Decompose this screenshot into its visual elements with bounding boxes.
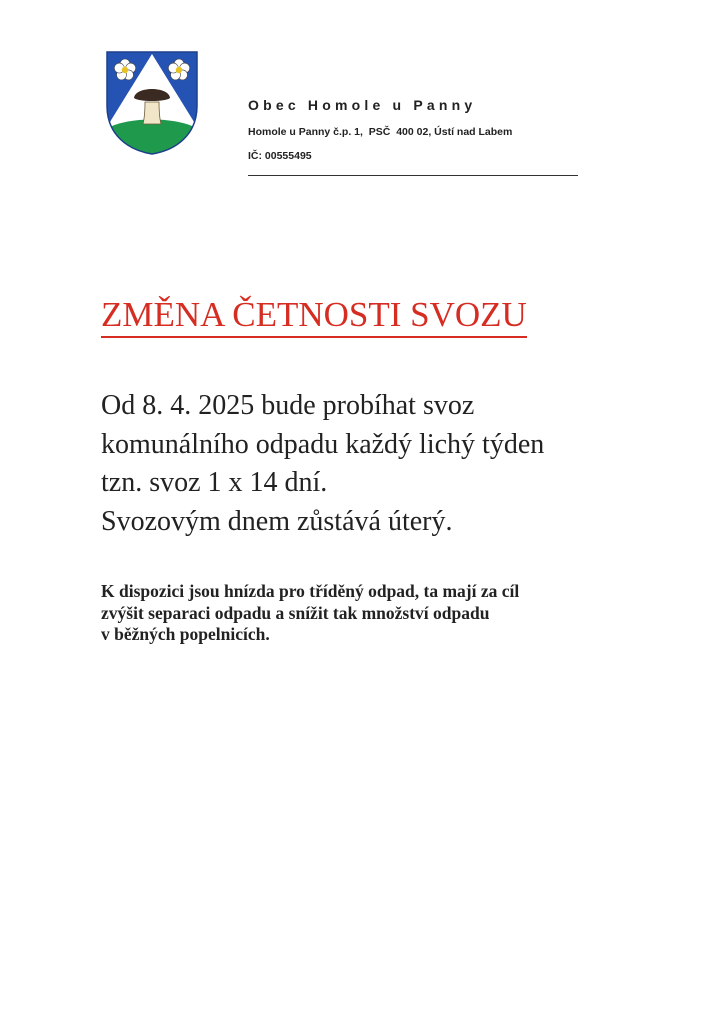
notice-body-line: Od 8. 4. 2025 bude probíhat svoz xyxy=(101,390,475,421)
notice-body xyxy=(101,387,661,541)
notice-note-line: zvýšit separaci odpadu a snížit tak množství odpadu xyxy=(101,602,490,623)
notice-note-line: v běžných popelnicích. xyxy=(101,624,270,644)
organization-address: Homole u Panny č.p. 1, PSČ 400 02, Ústí nad Labem xyxy=(248,126,513,138)
header-divider xyxy=(248,175,578,176)
coat-of-arms-icon xyxy=(105,50,199,156)
notice-note xyxy=(101,581,661,646)
notice-title: ZMĚNA ČETNOSTI SVOZU xyxy=(101,294,527,338)
notice-body-line: Svozovým dnem zůstává úterý. xyxy=(101,505,453,537)
organization-name: Obec Homole u Panny xyxy=(248,97,477,113)
notice-note-line: K dispozici jsou hnízda pro tříděný odpad, ta mají za cíl xyxy=(101,581,520,601)
notice-body-line: komunálního odpadu každý lichý týden xyxy=(101,428,545,460)
organization-id: IČ: 00555495 xyxy=(248,150,312,162)
notice-body-line: tzn. svoz 1 x 14 dní. xyxy=(101,467,328,498)
